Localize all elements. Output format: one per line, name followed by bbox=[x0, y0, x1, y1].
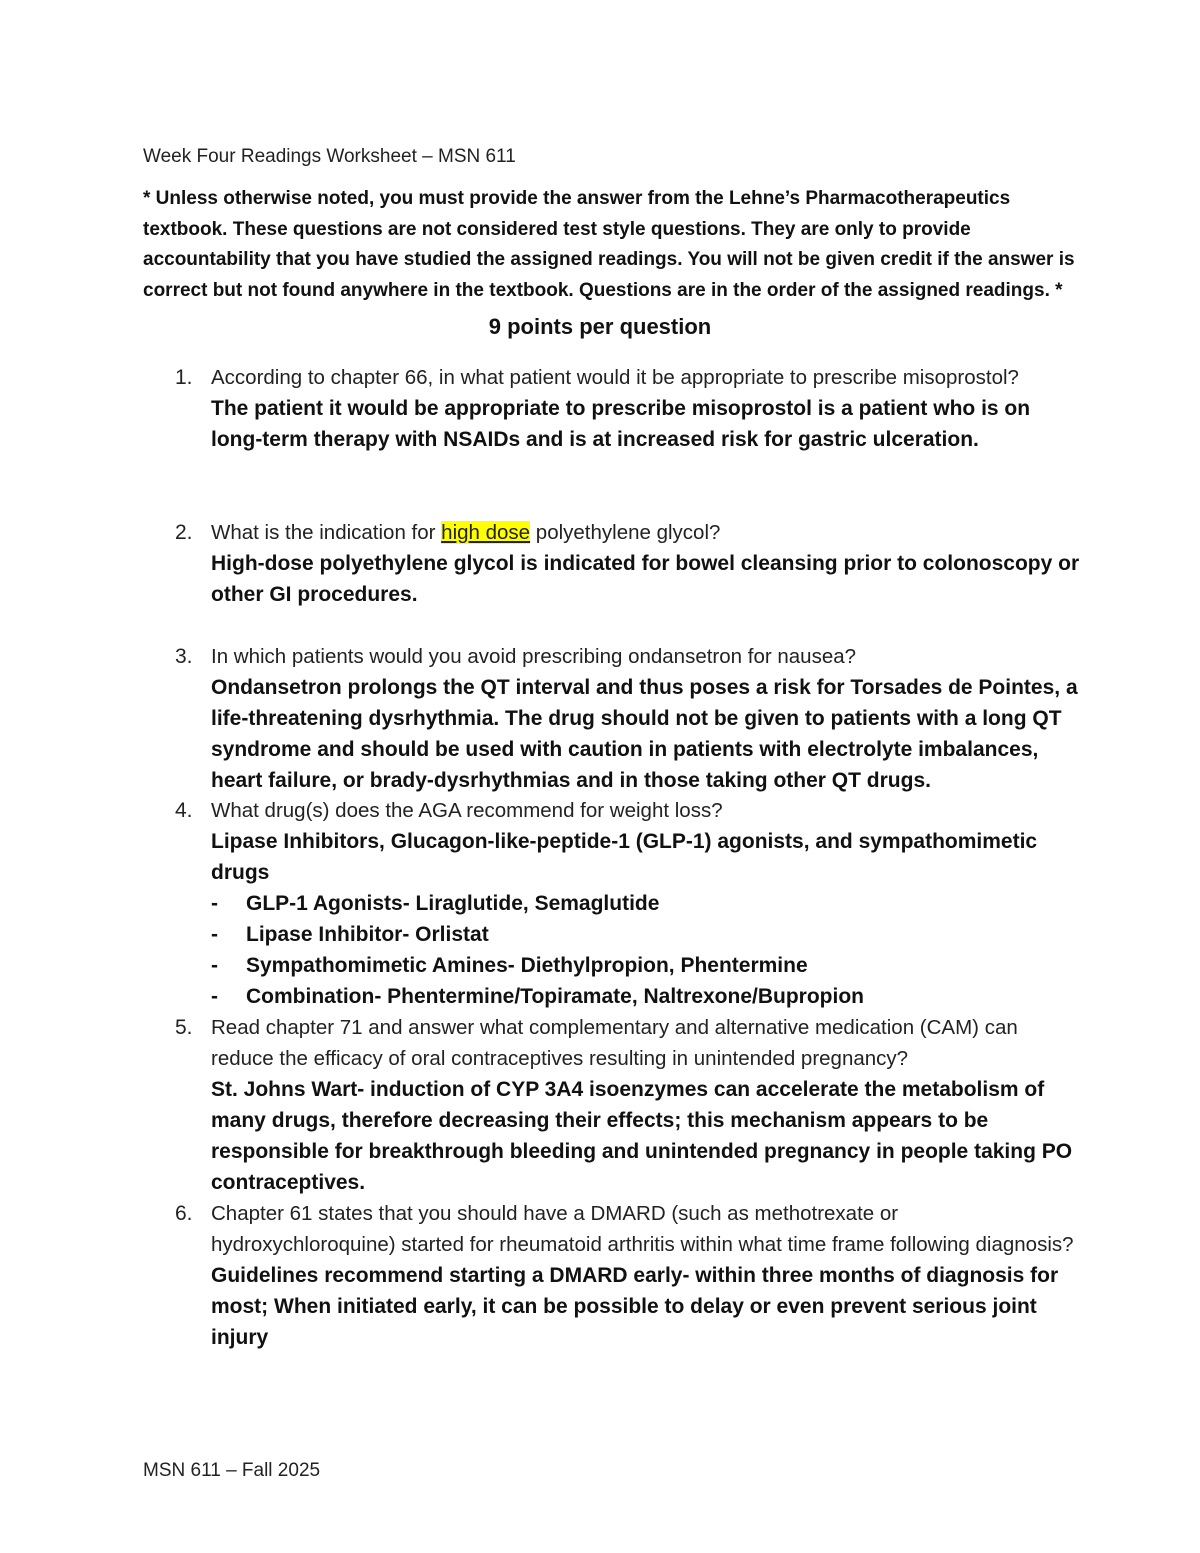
question-number: 2. bbox=[175, 521, 193, 544]
question-number: 5. bbox=[175, 1016, 193, 1039]
question-number: 4. bbox=[175, 799, 193, 822]
question-text: Read chapter 71 and answer what complementary and alternative medication (CAM) can reduce the efficacy of oral contraceptives resulting in unintended pregnancy? bbox=[211, 1016, 1018, 1070]
question-text-start: What is the indication for bbox=[211, 521, 442, 544]
list-item bbox=[211, 919, 1081, 950]
list-item bbox=[211, 981, 1081, 1012]
bullet-text: GLP-1 Agonists- Liraglutide, Semaglutide bbox=[246, 892, 660, 915]
bullet-dash: - bbox=[211, 954, 218, 977]
bullet-text: Combination- Phentermine/Topiramate, Naltrexone/Bupropion bbox=[246, 985, 864, 1008]
bullet-dash: - bbox=[211, 892, 218, 915]
page-footer: MSN 611 – Fall 2025 bbox=[143, 1460, 321, 1481]
points-per-question: 9 points per question bbox=[488, 314, 712, 339]
question-text-end: polyethylene glycol? bbox=[530, 521, 721, 544]
answer-text: High-dose polyethylene glycol is indicated for bowel cleansing prior to colonoscopy or other GI procedures. bbox=[211, 552, 1080, 606]
question-text: Chapter 61 states that you should have a DMARD (such as methotrexate or hydroxychloroquine) started for rheumatoid arthritis within what time frame following diagnosis? bbox=[211, 1202, 1074, 1256]
answer-text: The patient it would be appropriate to prescribe misoprostol is a patient who is on long-term therapy with NSAIDs and is at increased risk for gastric ulceration. bbox=[211, 397, 1031, 451]
answer-text: Guidelines recommend starting a DMARD early- within three months of diagnosis for most; When initiated early, it can be possible to delay or even prevent serious joint injury bbox=[211, 1264, 1059, 1349]
bullet-dash: - bbox=[211, 985, 218, 1008]
instructions-note: * Unless otherwise noted, you must provide the answer from the Lehne’s Pharmacotherapeutics textbook. These questions are not considered test style questions. They are only to provide accountability that you have studied the assigned readings. You will not be given credit if the answer is correct but not found anywhere in the textbook. Questions are in the order of the assigned readings. * bbox=[143, 188, 1075, 301]
answer-text: Lipase Inhibitors, Glucagon-like-peptide-1 (GLP-1) agonists, and sympathomimetic drugs bbox=[211, 830, 1038, 884]
worksheet-title: Week Four Readings Worksheet – MSN 611 bbox=[143, 146, 516, 167]
answer-text: Ondansetron prolongs the QT interval and thus poses a risk for Torsades de Pointes, a life-threatening dysrhythmia. The drug should not be given to patients with a long QT syndrome and should be used with caution in patients with electrolyte imbalances, heart failure, or brady-dysrhythmias and in those taking other QT drugs. bbox=[211, 676, 1078, 792]
drug-bullet-list bbox=[211, 888, 1081, 1012]
answer-text: St. Johns Wart- induction of CYP 3A4 isoenzymes can accelerate the metabolism of many drugs, therefore decreasing their effects; this mechanism appears to be responsible for breakthrough bleeding and unintended pregnancy in people taking PO contraceptives. bbox=[211, 1078, 1073, 1194]
question-text: In which patients would you avoid prescribing ondansetron for nausea? bbox=[211, 645, 857, 668]
bullet-text: Sympathomimetic Amines- Diethylpropion, Phentermine bbox=[246, 954, 808, 977]
bullet-text: Lipase Inhibitor- Orlistat bbox=[246, 923, 489, 946]
question-text: According to chapter 66, in what patient would it be appropriate to prescribe misoprostol? bbox=[211, 366, 1019, 389]
question-number: 1. bbox=[175, 366, 193, 389]
question-number: 3. bbox=[175, 645, 193, 668]
question-text bbox=[211, 517, 1081, 548]
question-text: What drug(s) does the AGA recommend for weight loss? bbox=[211, 799, 723, 822]
bullet-dash: - bbox=[211, 923, 218, 946]
question-number: 6. bbox=[175, 1202, 193, 1225]
highlighted-phrase: high dose bbox=[441, 521, 531, 544]
list-item bbox=[211, 950, 1081, 981]
list-item bbox=[211, 888, 1081, 919]
